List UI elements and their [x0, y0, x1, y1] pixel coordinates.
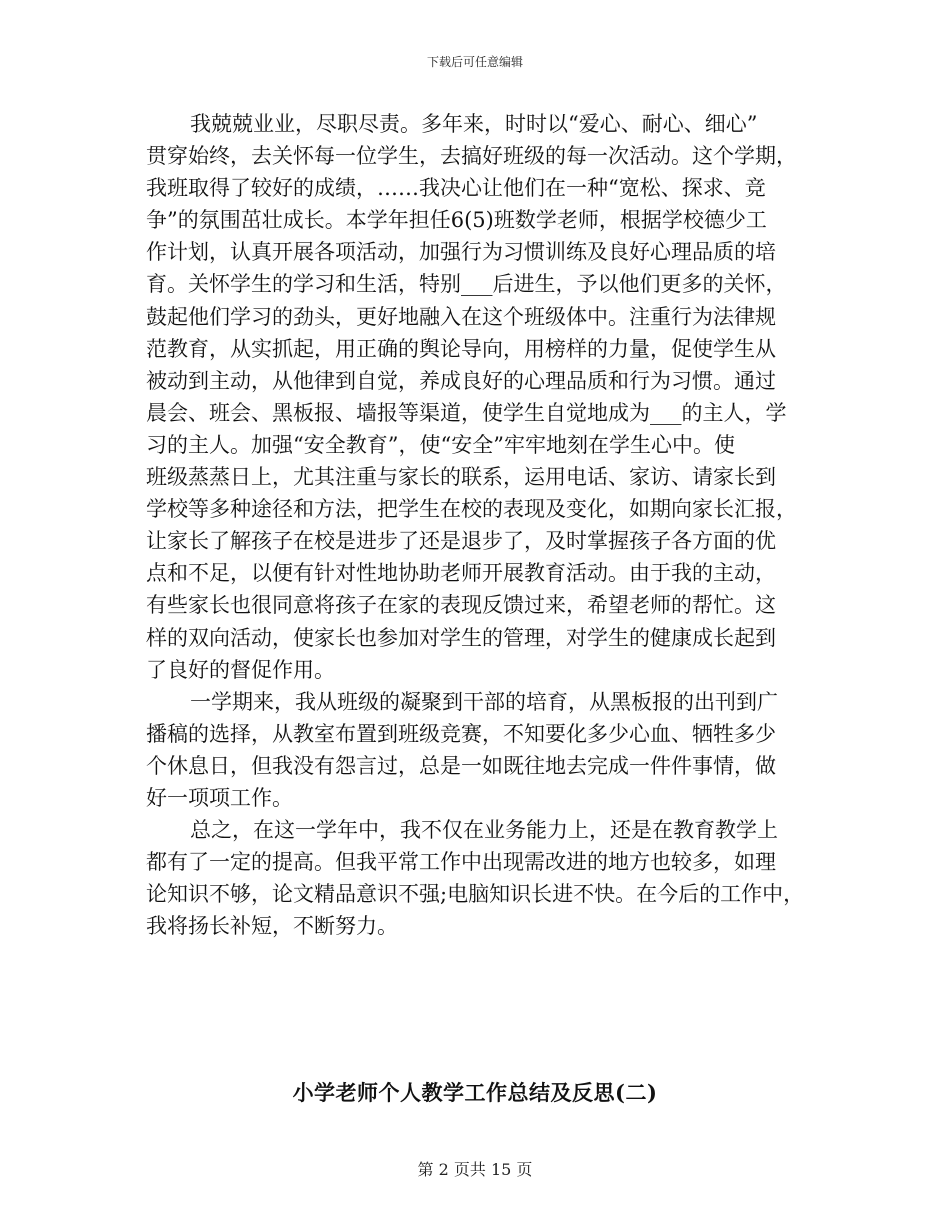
section-title: 小学老师个人教学工作总结及反思(二) — [292, 1080, 658, 1105]
paragraph-line: 样的双向活动，使家长也参加对学生的管理，对学生的健康成长起到 — [146, 625, 776, 650]
paragraph-line: 让家长了解孩子在校是进步了还是退步了，及时掌握孩子各方面的优 — [146, 529, 776, 554]
paragraph-line: 点和不足，以便有针对性地协助老师开展教育活动。由于我的主动， — [146, 561, 776, 586]
paragraph-line: 都有了一定的提高。但我平常工作中出现需改进的地方也较多，如理 — [146, 850, 776, 875]
paragraph-line: 鼓起他们学习的劲头，更好地融入在这个班级体中。注重行为法律规 — [146, 304, 776, 329]
paragraph-line: 好一项项工作。 — [146, 785, 293, 810]
paragraph-line: 习的主人。加强“安全教育”，使“安全”牢牢地刻在学生心中。使 — [146, 432, 735, 457]
paragraph-line: 了良好的督促作用。 — [146, 657, 335, 682]
paragraph-line: 学校等多种途径和方法，把学生在校的表现及变化，如期向家长汇报， — [146, 497, 797, 522]
paragraph-line: 争”的氛围茁壮成长。本学年担任6(5)班数学老师，根据学校德少工 — [146, 208, 767, 233]
paragraph-line: 作计划，认真开展各项活动，加强行为习惯训练及良好心理品质的培 — [146, 240, 776, 265]
paragraph-line: 范教育，从实抓起，用正确的舆论导向，用榜样的力量，促使学生从 — [146, 336, 776, 361]
page-number: 第 2 页共 15 页 — [417, 1160, 533, 1179]
paragraph-line: 个休息日，但我没有怨言过，总是一如既往地去完成一件件事情，做 — [146, 753, 776, 778]
paragraph-line: 班级蒸蒸日上，尤其注重与家长的联系，运用电话、家访、请家长到 — [146, 465, 776, 490]
paragraph-line: 我班取得了较好的成绩，……我决心让他们在一种“宽松、探求、竞 — [146, 176, 766, 201]
paragraph-line: 晨会、班会、黑板报、墙报等渠道，使学生自觉地成为___的主人，学 — [146, 400, 787, 425]
paragraph-line: 论知识不够，论文精品意识不强;电脑知识长进不快。在今后的工作中， — [146, 882, 805, 907]
paragraph-line: 我兢兢业业，尽职尽责。多年来，时时以“爱心、耐心、细心” — [190, 112, 758, 136]
page-header-note: 下载后可任意编辑 — [426, 55, 523, 69]
paragraph-line: 有些家长也很同意将孩子在家的表现反馈过来，希望老师的帮忙。这 — [146, 593, 776, 618]
paragraph-line: 播稿的选择，从教室布置到班级竞赛，不知要化多少心血、牺牲多少 — [146, 721, 776, 746]
paragraph-line: 总之，在这一学年中，我不仅在业务能力上，还是在教育教学上 — [190, 818, 778, 843]
paragraph-line: 被动到主动，从他律到自觉，养成良好的心理品质和行为习惯。通过 — [146, 368, 776, 393]
document-body — [146, 108, 812, 942]
paragraph-line: 我将扬长补短，不断努力。 — [146, 914, 398, 939]
paragraph-line: 一学期来，我从班级的凝聚到干部的培育，从黑板报的出刊到广 — [190, 689, 778, 714]
paragraph-line: 贯穿始终，去关怀每一位学生，去搞好班级的每一次活动。这个学期， — [146, 144, 797, 169]
paragraph-line: 育。关怀学生的学习和生活，特别___后进生，予以他们更多的关怀， — [146, 272, 787, 297]
